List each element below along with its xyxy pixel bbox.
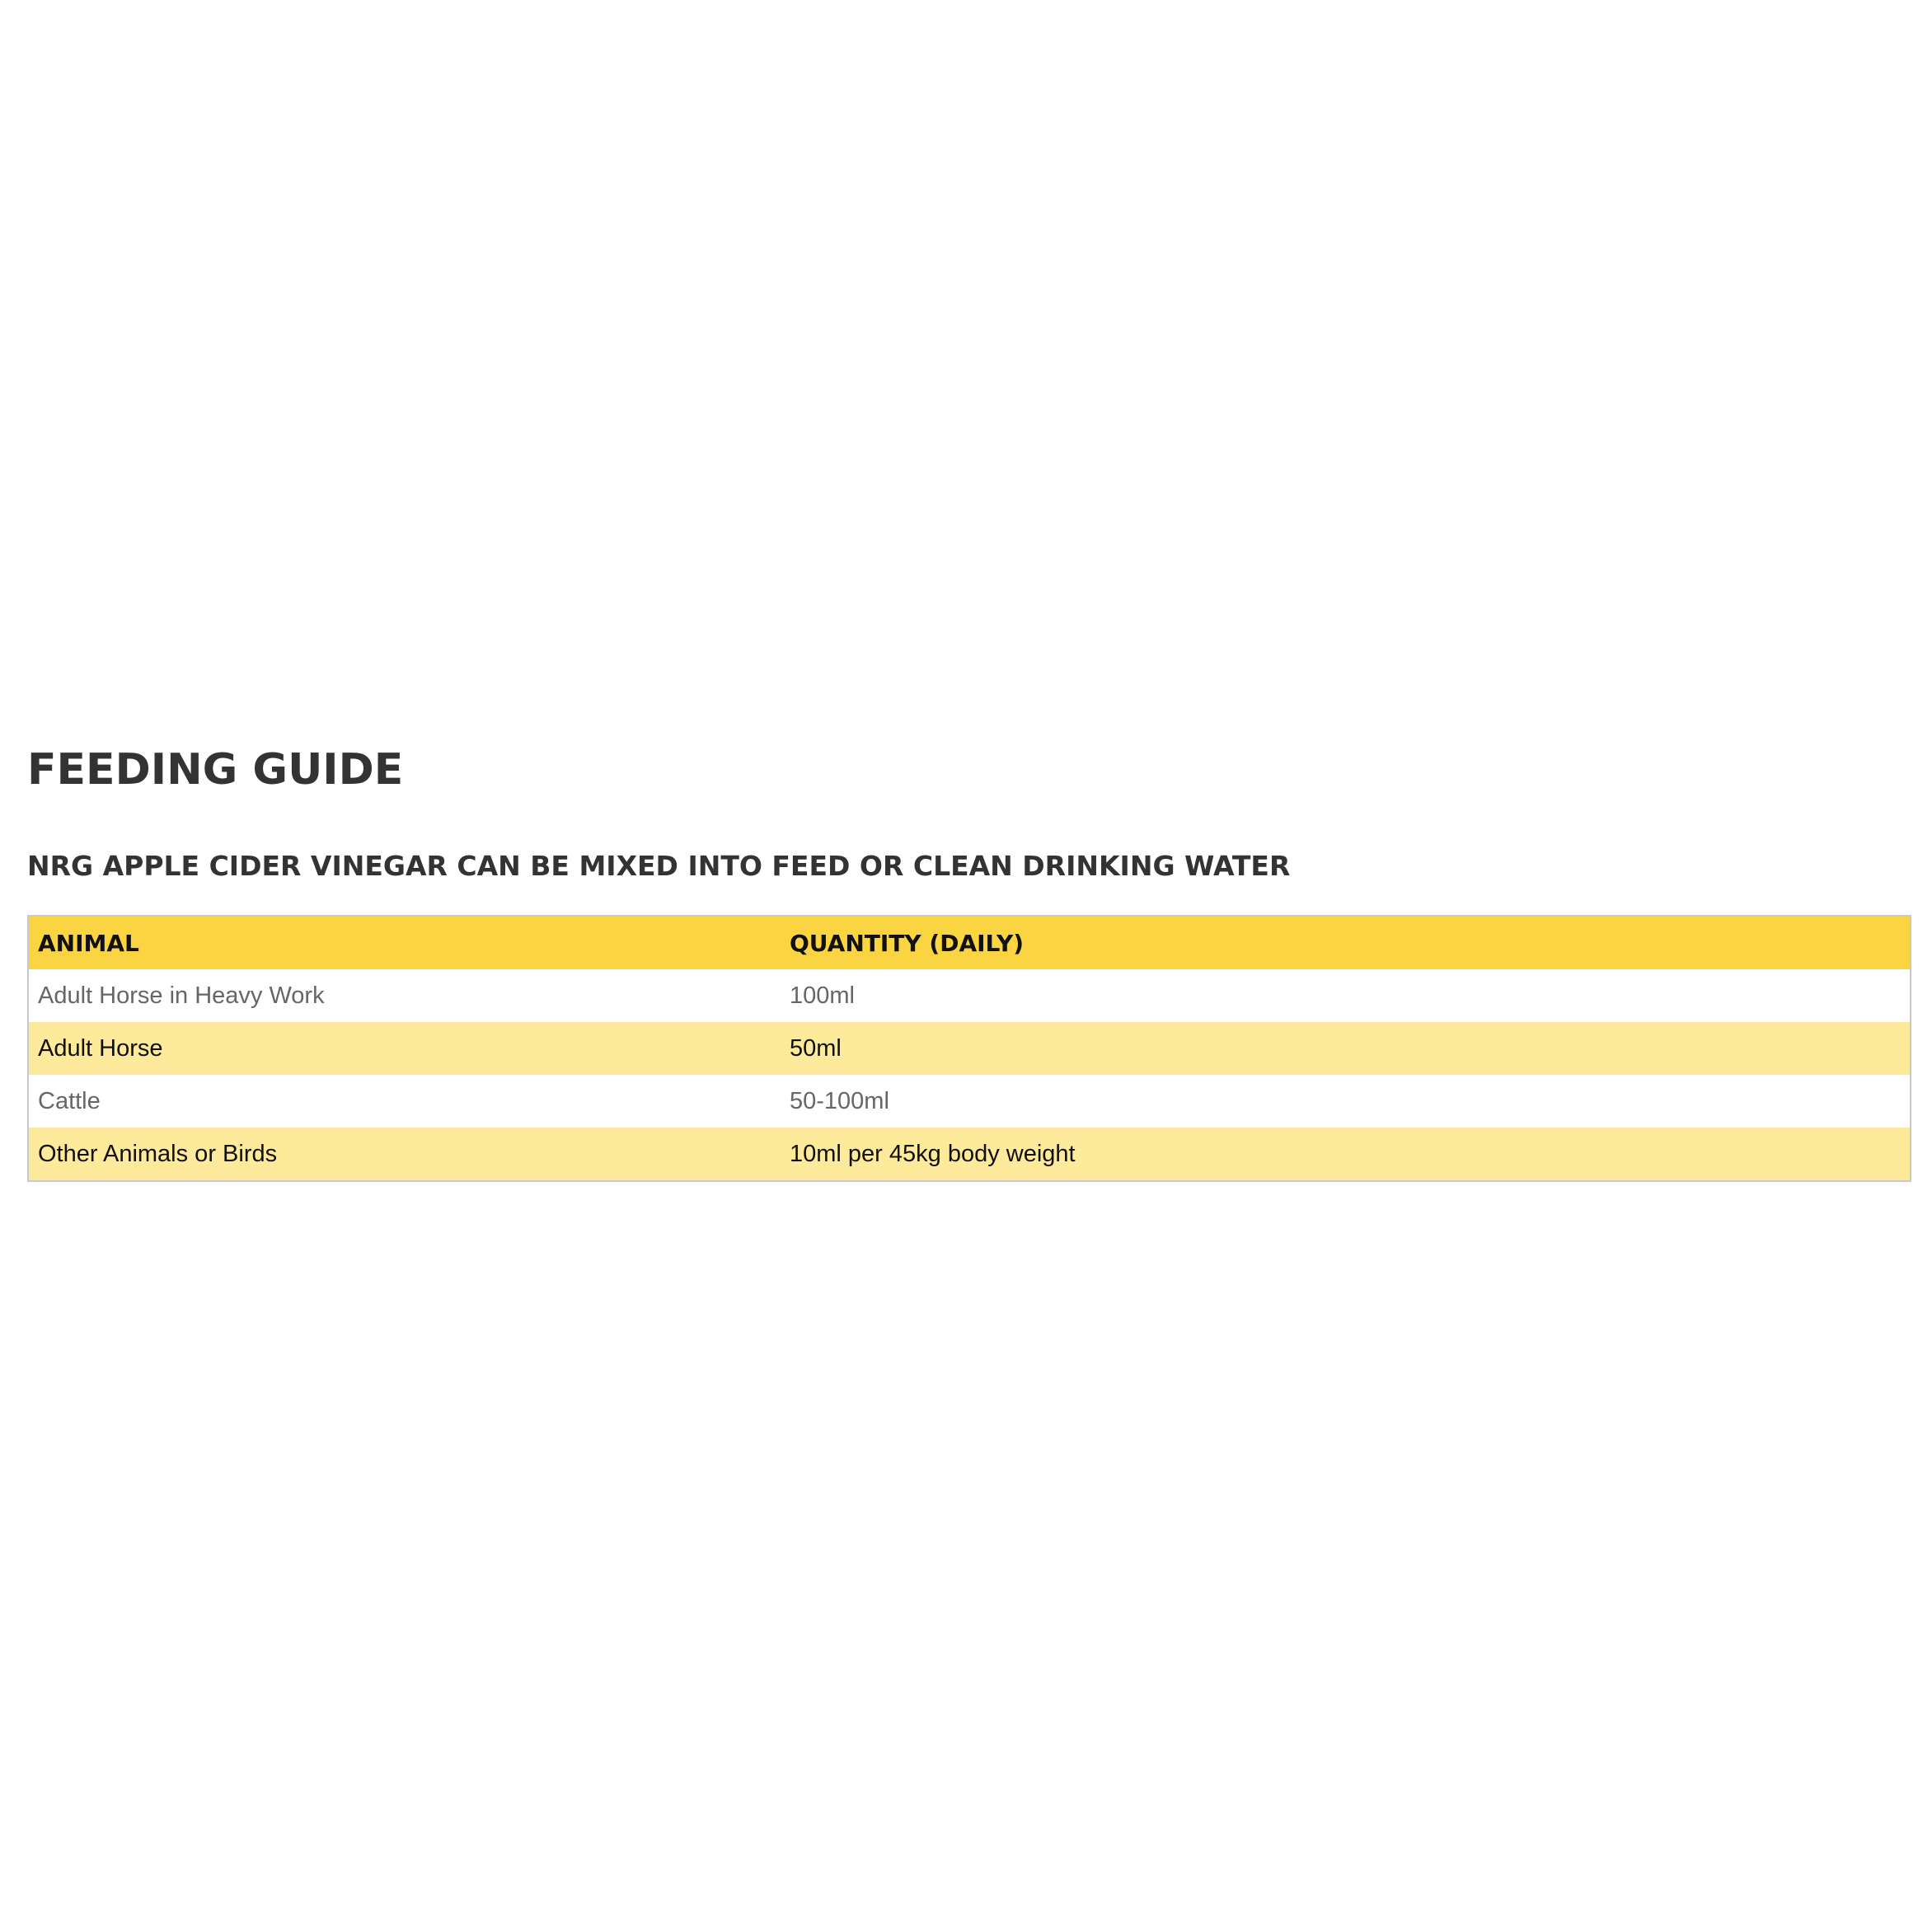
feeding-table-container <box>27 915 1911 1182</box>
column-header-quantity: QUANTITY (DAILY) <box>790 929 1025 957</box>
cell-quantity: 50ml <box>790 1034 842 1062</box>
table-header-row <box>29 917 1910 969</box>
cell-quantity: 50-100ml <box>790 1087 889 1114</box>
table-row <box>29 969 1910 1022</box>
feeding-table <box>29 917 1910 1180</box>
cell-animal: Other Animals or Birds <box>38 1140 278 1167</box>
cell-quantity: 100ml <box>790 982 855 1009</box>
column-header-animal: ANIMAL <box>38 929 139 957</box>
table-row <box>29 1075 1910 1128</box>
cell-quantity: 10ml per 45kg body weight <box>790 1140 1076 1167</box>
cell-animal: Adult Horse in Heavy Work <box>38 982 325 1009</box>
page-title: FEEDING GUIDE <box>27 745 404 795</box>
table-row <box>29 1022 1910 1075</box>
cell-animal: Cattle <box>38 1087 101 1114</box>
section-subtitle: NRG APPLE CIDER VINEGAR CAN BE MIXED INTO FEED OR CLEAN DRINKING WATER <box>27 850 1291 882</box>
cell-animal: Adult Horse <box>38 1034 163 1062</box>
table-row <box>29 1128 1910 1180</box>
feeding-guide-section <box>27 739 1911 1167</box>
